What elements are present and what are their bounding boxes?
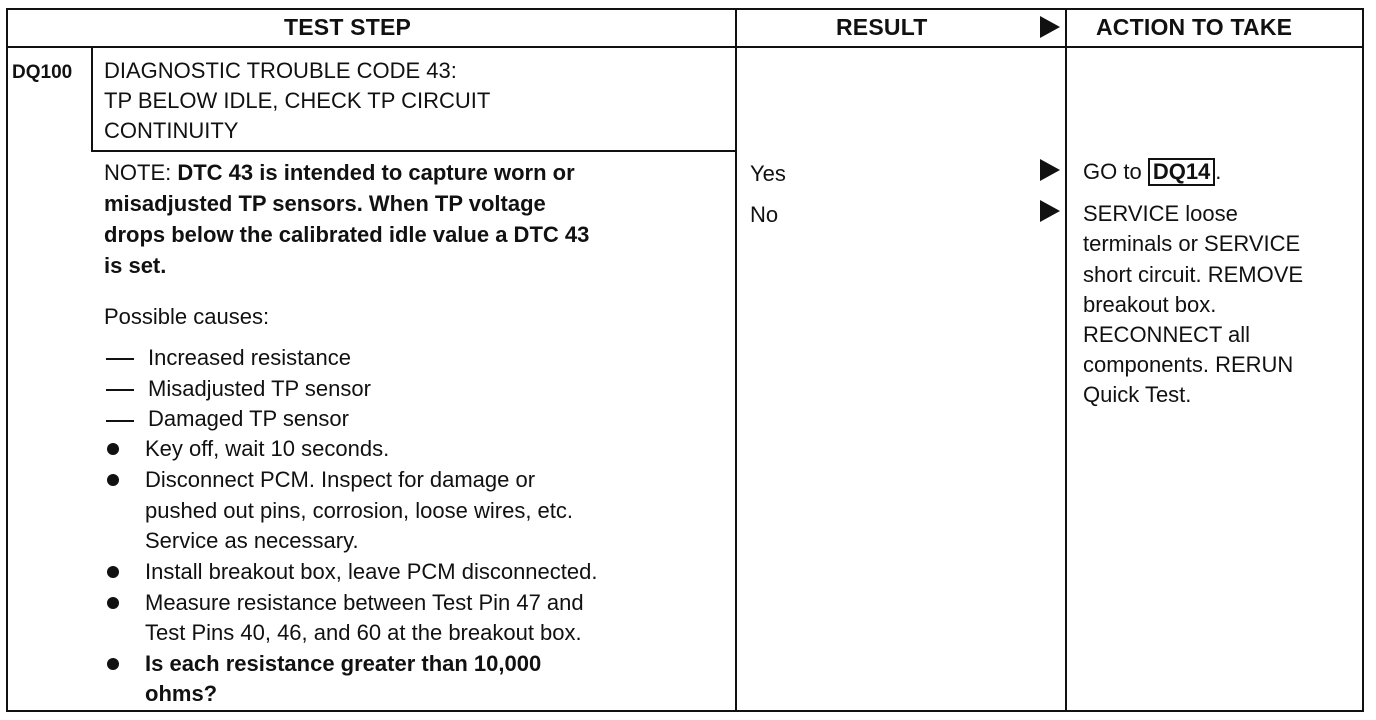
- action-yes-suffix: .: [1215, 159, 1222, 184]
- note-line-2: misadjusted TP sensors. When TP voltage: [104, 191, 546, 216]
- bullet-icon: [107, 597, 119, 609]
- column-divider-step-id: [91, 46, 93, 152]
- step-title-line-3: CONTINUITY: [104, 118, 239, 143]
- action-no-line: SERVICE loose: [1083, 201, 1238, 226]
- bullet-text: Service as necessary.: [145, 528, 359, 553]
- step-title-line-2: TP BELOW IDLE, CHECK TP CIRCUIT: [104, 88, 491, 113]
- action-no-line: short circuit. REMOVE: [1083, 262, 1304, 287]
- column-divider-result: [735, 8, 737, 712]
- action-no-line: Quick Test.: [1083, 382, 1192, 407]
- bullet-text: Test Pins 40, 46, and 60 at the breakout box.: [145, 620, 582, 645]
- step-title-line-1: DIAGNOSTIC TROUBLE CODE 43:: [104, 58, 457, 83]
- header-divider: [6, 46, 1364, 48]
- bullet-text: pushed out pins, corrosion, loose wires, etc.: [145, 498, 574, 523]
- note-line-4: is set.: [104, 253, 167, 278]
- bullet-icon: [107, 443, 119, 455]
- column-divider-action: [1065, 8, 1067, 712]
- action-no-line: components. RERUN: [1083, 352, 1294, 377]
- cause-item: Increased resistance: [148, 345, 351, 370]
- dq14-reference-link[interactable]: DQ14: [1148, 158, 1215, 186]
- bullet-question: ohms?: [145, 681, 218, 706]
- action-yes: [1083, 157, 1221, 188]
- dash-icon: [106, 358, 134, 360]
- note-line-3: drops below the calibrated idle value a DTC 43: [104, 222, 590, 247]
- bullet-text: Measure resistance between Test Pin 47 and: [145, 590, 584, 615]
- step-id: DQ100: [12, 62, 73, 83]
- result-yes: Yes: [750, 161, 786, 186]
- result-no: No: [750, 202, 779, 227]
- dash-icon: [106, 389, 134, 391]
- action-no-line: breakout box.: [1083, 292, 1217, 317]
- bullet-icon: [107, 566, 119, 578]
- action-no-line: RECONNECT all: [1083, 322, 1251, 347]
- note-prefix: NOTE:: [104, 160, 172, 185]
- bullet-icon: [107, 658, 119, 670]
- cause-item: Misadjusted TP sensor: [148, 376, 371, 401]
- arrow-yes-icon: [1040, 159, 1060, 181]
- header-arrow-icon: [1040, 16, 1060, 38]
- header-test-step: TEST STEP: [284, 14, 412, 40]
- header-result: RESULT: [836, 14, 928, 40]
- bullet-icon: [107, 474, 119, 486]
- dash-icon: [106, 420, 134, 422]
- title-divider: [93, 150, 737, 152]
- action-yes-prefix: GO to: [1083, 159, 1142, 184]
- cause-item: Damaged TP sensor: [148, 406, 349, 431]
- bullet-question: Is each resistance greater than 10,000: [145, 651, 542, 676]
- arrow-no-icon: [1040, 200, 1060, 222]
- bullet-text: Disconnect PCM. Inspect for damage or: [145, 467, 536, 492]
- bullet-text: Key off, wait 10 seconds.: [145, 436, 390, 461]
- header-action: ACTION TO TAKE: [1096, 14, 1293, 40]
- note-line-1: [104, 158, 575, 189]
- action-no-line: terminals or SERVICE: [1083, 231, 1301, 256]
- bullet-text: Install breakout box, leave PCM disconnected.: [145, 559, 598, 584]
- causes-label: Possible causes:: [104, 304, 270, 329]
- note-text-1: DTC 43 is intended to capture worn or: [177, 160, 575, 185]
